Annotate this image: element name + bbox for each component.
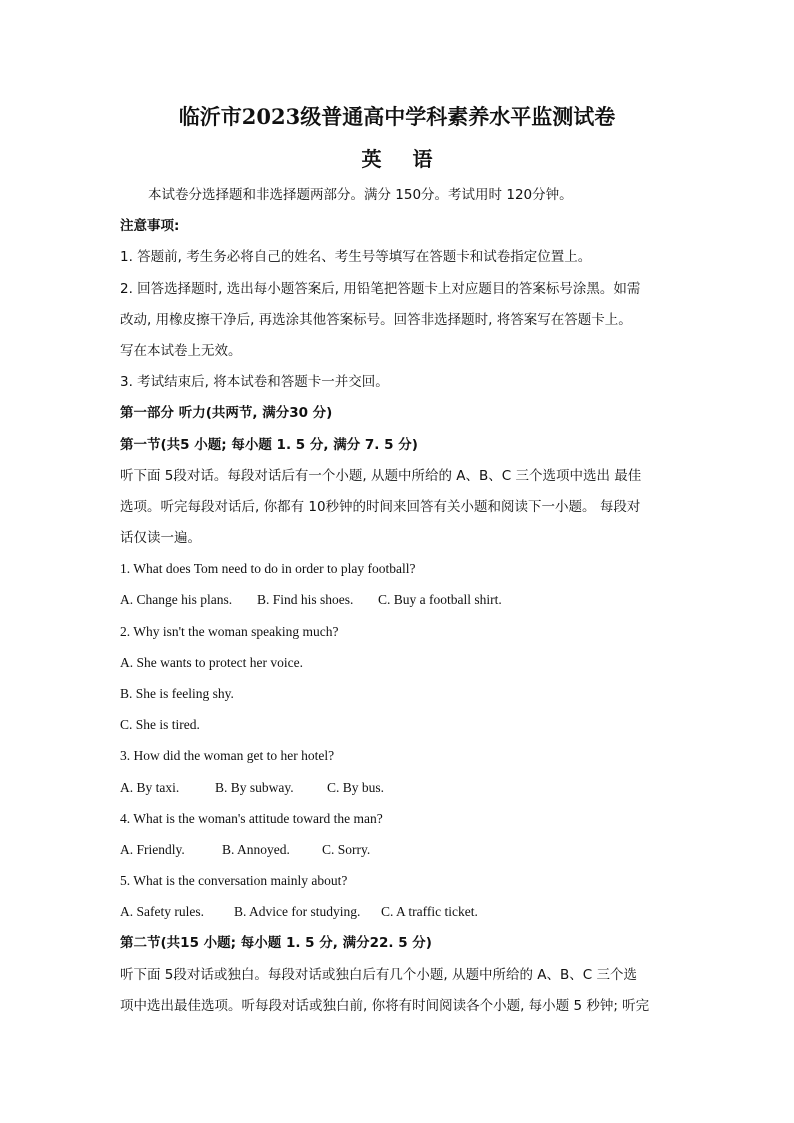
question-options: [120, 778, 680, 798]
section2-instruction: 听下面 5段对话或独白。每段对话或独白后有几个小题, 从题中所给的 A、B、C 三个选: [120, 967, 637, 983]
option-b: B. By subway.: [215, 780, 294, 795]
notice-item: 改动, 用橡皮擦干净后, 再选涂其他答案标号。回答非选择题时, 将答案写在答题卡上。: [120, 312, 632, 328]
option-a: A. Safety rules.: [120, 904, 204, 919]
option-c: C. By bus.: [327, 780, 385, 795]
option-c: C. A traffic ticket.: [381, 904, 478, 919]
question-stem: 4. What is the woman's attitude toward the man?: [120, 811, 383, 826]
exam-subject: 英 语: [361, 147, 445, 171]
option-c: C. She is tired.: [120, 717, 200, 732]
option-c: C. Sorry.: [322, 842, 371, 857]
option-a: A. She wants to protect her voice.: [120, 655, 303, 670]
notice-heading: 注意事项:: [120, 218, 180, 234]
section1-instruction: 话仅读一遍。: [120, 530, 201, 546]
question-options: [120, 590, 680, 610]
question-stem: 5. What is the conversation mainly about?: [120, 873, 348, 888]
part1-heading: 第一部分 听力(共两节, 满分30 分): [120, 405, 333, 421]
section2-heading: 第二节(共15 小题; 每小题 1. 5 分, 满分22. 5 分): [120, 935, 432, 951]
notice-item: 3. 考试结束后, 将本试卷和答题卡一并交回。: [120, 374, 389, 390]
notice-item: 2. 回答选择题时, 选出每小题答案后, 用铅笔把答题卡上对应题目的答案标号涂黑。如需: [120, 281, 641, 297]
question-stem: 3. How did the woman get to her hotel?: [120, 748, 335, 763]
option-c: C. Buy a football shirt.: [378, 592, 502, 607]
exam-title: 临沂市2023级普通高中学科素养水平监测试卷: [178, 104, 616, 129]
notice-item: 1. 答题前, 考生务必将自己的姓名、考生号等填写在答题卡和试卷指定位置上。: [120, 249, 592, 265]
option-a: A. By taxi.: [120, 780, 180, 795]
option-b: B. Find his shoes.: [257, 592, 354, 607]
section1-heading: 第一节(共5 小题; 每小题 1. 5 分, 满分 7. 5 分): [120, 437, 418, 453]
exam-intro: 本试卷分选择题和非选择题两部分。满分 150分。考试用时 120分钟。: [148, 187, 573, 203]
section2-instruction: 项中选出最佳选项。听每段对话或独白前, 你将有时间阅读各个小题, 每小题 5 秒钟; 听完: [120, 998, 650, 1014]
option-b: B. Advice for studying.: [234, 904, 361, 919]
notice-item: 写在本试卷上无效。: [120, 343, 242, 359]
option-b: B. Annoyed.: [222, 842, 290, 857]
question-stem: 2. Why isn't the woman speaking much?: [120, 624, 339, 639]
option-a: A. Change his plans.: [120, 592, 233, 607]
question-options: [120, 840, 680, 860]
question-options: [120, 902, 680, 922]
section1-instruction: 选项。听完每段对话后, 你都有 10秒钟的时间来回答有关小题和阅读下一小题。 每段对: [120, 499, 641, 515]
option-a: A. Friendly.: [120, 842, 185, 857]
option-b: B. She is feeling shy.: [120, 686, 234, 701]
section1-instruction: 听下面 5段对话。每段对话后有一个小题, 从题中所给的 A、B、C 三个选项中选出 最佳: [120, 468, 642, 484]
question-stem: 1. What does Tom need to do in order to play football?: [120, 561, 416, 576]
